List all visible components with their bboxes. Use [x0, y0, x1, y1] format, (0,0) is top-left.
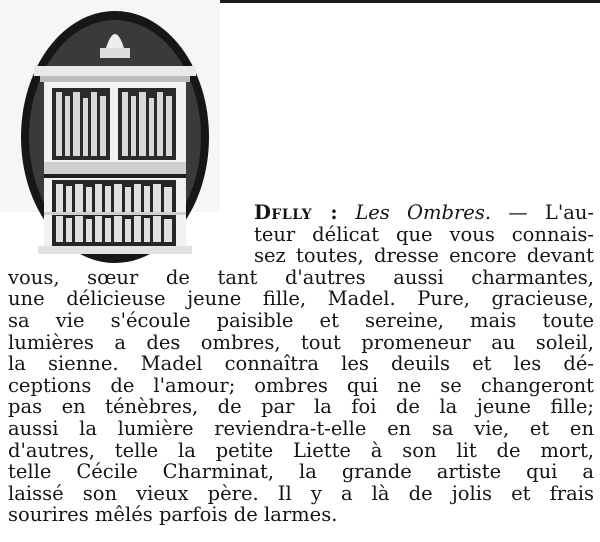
article-line: sourires mêlés parfois de larmes. [8, 503, 338, 527]
article-line: une délicieuse jeune fille, Madel. Pure, gracieuse, [8, 287, 594, 311]
article-line-text: — L'au- [508, 201, 594, 224]
article-line [254, 202, 594, 224]
top-rule [220, 0, 600, 3]
article-line: telle Cécile Charminat, la grande artiste qui a [8, 460, 594, 484]
article-line: lumières a des ombres, tout promeneur au soleil, [8, 330, 594, 354]
article-line: la sienne. Madel connaîtra les deuils et les dé- [8, 352, 594, 376]
article-line: ceptions de l'amour; ombres qui ne se changeront [8, 373, 594, 397]
author-name: Dflly : [254, 201, 339, 224]
book-title: Les Ombres. [355, 201, 492, 224]
article-line: aussi la lumière reviendra-t-elle en sa vie, et en [8, 416, 594, 440]
article-line: teur délicat que vous connais- [254, 222, 594, 246]
article-line: pas en ténèbres, de par la foi de la jeune fille; [8, 395, 594, 419]
article-line: vous, sœur de tant d'autres aussi charmantes, [8, 265, 594, 289]
article-line: sez toutes, dresse encore devant [254, 244, 594, 268]
article-line: laissé son vieux père. Il y a là de jolis et frais [8, 481, 594, 505]
review-article [8, 202, 594, 526]
article-line: sa vie s'écoule paisible et sereine, mais toute [8, 308, 594, 332]
article-line: d'autres, telle la petite Liette à son lit de mort, [8, 438, 594, 462]
